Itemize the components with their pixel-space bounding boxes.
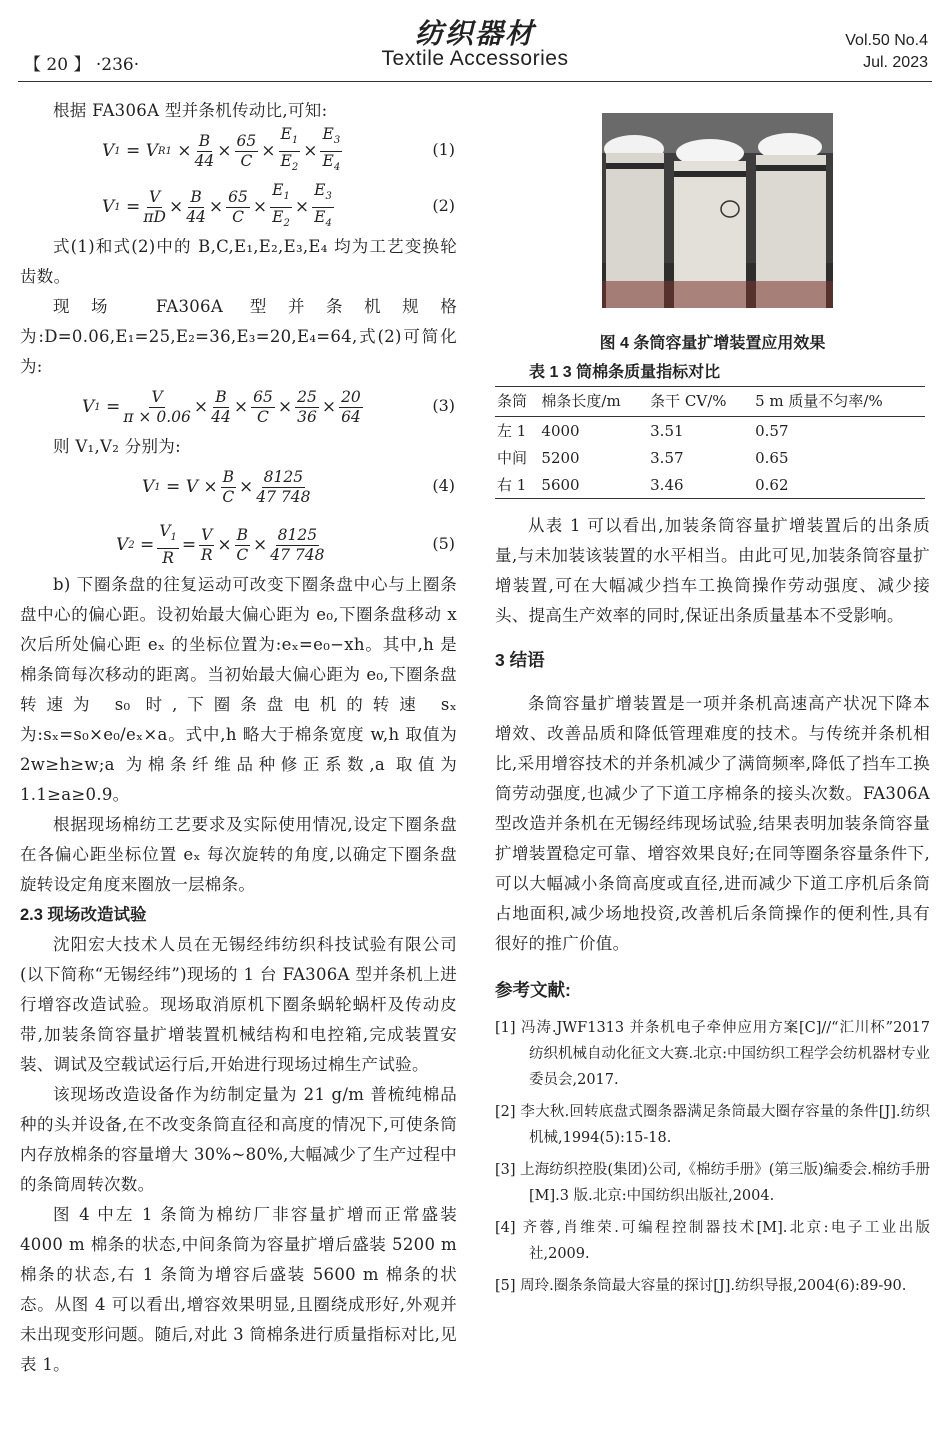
table-1 bbox=[495, 386, 925, 499]
table-cell: 0.57 bbox=[755, 421, 789, 440]
reference-item: [1] 冯涛.JWF1313 并条机电子牵伸应用方案[C]//“汇川杯”2017 纺织机械自动化征文大赛.北京:中国纺织工程学会纺机器材专业委员会,2017. bbox=[495, 1020, 930, 1088]
figure-4-photo bbox=[602, 113, 833, 308]
equation-1-number: (1) bbox=[432, 140, 455, 159]
table-header-cell: 5 m 质量不匀率/% bbox=[753, 387, 925, 417]
table-cell: 右 1 bbox=[497, 476, 527, 494]
volume: Vol.50 No.4 bbox=[845, 32, 928, 49]
table-cell: 3.46 bbox=[650, 475, 684, 494]
equation-3-number: (3) bbox=[432, 396, 455, 415]
equation-1: V 1 = V R1 × $\frac{B}{44}$ × $\frac{65}{C}$ × $\frac{E_1}{E_2}$ × $\frac{E_3}{E_4}$ (1) bbox=[102, 125, 455, 173]
equation-2-number: (2) bbox=[432, 196, 455, 215]
table-cell: 4000 bbox=[541, 421, 580, 440]
table-header-row bbox=[495, 387, 925, 417]
table-cell: 3.57 bbox=[650, 448, 684, 467]
para-then: 则 V₁,V₂ 分别为: bbox=[53, 437, 181, 456]
journal-title-cn: 纺织器材 bbox=[414, 17, 535, 50]
equation-5: V 2 = $\frac{V_1}{R}$ = $\frac{V}{R}$ × $\frac{B}{C}$ × $\frac{8125}{47 748}$ (5) bbox=[116, 522, 455, 567]
table-header-cell: 条干 CV/% bbox=[648, 387, 753, 417]
para-spec: 现场 FA306A 型并条机规格为:D=0.06,E₁=25,E₂=36,E₃=20,E₄=64,式(2)可简化为: bbox=[20, 297, 457, 376]
table-cell: 5200 bbox=[541, 448, 580, 467]
equation-4-number: (4) bbox=[432, 476, 455, 495]
section-3-heading: 3 结语 bbox=[495, 650, 545, 670]
left-column bbox=[20, 96, 457, 1380]
para-b: b) 下圈条盘的往复运动可改变下圈条盘中心与上圈条盘中心的偏心距。设初始最大偏心距为 e₀,下圈条盘移动 x 次后所处偏心距 eₓ 的坐标位置为:eₓ=e₀−xh。其中,h 是棉条筒每次移动的距离。当初始最大偏心距为 e₀,下圈条盘转速为 s₀ 时,下圈条盘电机的转速 sₓ 为:sₓ=s₀×e₀/eₓ×a。式中,h 略大于棉条宽度 w,h 取值为 2w≥h≥w;a 为棉条纤维品种修正系数,a 取值为 1.1≥a≥0.9。 bbox=[20, 575, 457, 804]
table-header-cell: 棉条长度/m bbox=[539, 387, 648, 417]
table-row bbox=[495, 417, 925, 445]
reference-item: [2] 李大秋.回转底盘式圈条器满足条筒最大圈存容量的条件[J].纺织机械,1994(5):15-18. bbox=[495, 1104, 930, 1146]
table-1-caption: 表 1 3 筒棉条质量指标对比 bbox=[529, 364, 721, 381]
journal-title-en: Textile Accessories bbox=[381, 47, 569, 70]
equation-3: V 1 = $\frac{V}{\pi \times 0.06}$ × $\frac{B}{44}$ × $\frac{65}{C}$ × $\frac{25}{36}$ × $\frac{20}{64}$ (3) bbox=[82, 387, 455, 426]
table-cell: 中间 bbox=[497, 449, 528, 467]
issue-date: Jul. 2023 bbox=[863, 54, 928, 71]
reference-item: [4] 齐蓉,肖维荣.可编程控制器技术[M].北京:电子工业出版社,2009. bbox=[495, 1220, 930, 1262]
equation-4: V 1 = V × $\frac{B}{C}$ × $\frac{8125}{47 748}$ (4) bbox=[142, 467, 455, 506]
table-cell: 左 1 bbox=[497, 422, 527, 440]
table-header-cell: 条筒 bbox=[495, 387, 539, 417]
table-cell: 0.65 bbox=[755, 448, 789, 467]
table-row bbox=[495, 444, 925, 471]
para-h: 条筒容量扩增装置是一项并条机高速高产状况下降本增效、改善品质和降低管理难度的技术。与传统并条机相比,采用增容技术的并条机减少了满筒频率,降低了挡车工换筒劳动强度,也减少了下道工序棉条的接头次数。FA306A 型改造并条机在无锡经纬现场试验,结果表明加装条筒容量扩增装置稳定可靠、增容效果良好;在同等圈条容量条件下,可以大幅减小条筒高度或直径,进而减少下道工序机后条筒占地面积,减少场地投资,改善机后条筒操作的便利性,具有很好的推广价值。 bbox=[495, 694, 930, 953]
references-heading: 参考文献: bbox=[495, 980, 571, 1000]
equation-5-number: (5) bbox=[432, 534, 455, 553]
reference-item: [3] 上海纺织控股(集团)公司,《棉纺手册》(第三版)编委会.棉纺手册[M].3 版.北京:中国纺织出版社,2004. bbox=[495, 1162, 930, 1204]
page-number: 【 20 】 ·236· bbox=[24, 55, 140, 75]
figure-4-caption: 图 4 条筒容量扩增装置应用效果 bbox=[599, 335, 826, 352]
para-c: 根据现场棉纺工艺要求及实际使用情况,设定下圈条盘在各偏心距坐标位置 eₓ 每次旋转的角度,以确定下圈条盘旋转设定角度来圈放一层棉条。 bbox=[20, 815, 457, 894]
para-eq-note: 式(1)和式(2)中的 B,C,E₁,E₂,E₃,E₄ 均为工艺变换轮齿数。 bbox=[20, 237, 457, 286]
equation-2: V 1 = $\frac{V}{\pi D}$ × $\frac{B}{44}$ × $\frac{65}{C}$ × $\frac{E_1}{E_2}$ × $\frac{E_3}{E_4}$ (2) bbox=[102, 181, 455, 229]
para-d: 沈阳宏大技术人员在无锡经纬纺织科技试验有限公司(以下简称“无锡经纬”)现场的 1 台 FA306A 型并条机上进行增容改造试验。现场取消原机下圈条蜗轮蜗杆及传动皮带,加装条筒容量扩增装置机械结构和电控箱,完成装置安装、调试及空载试运行后,开始进行现场过棉生产试验。 bbox=[20, 935, 457, 1074]
table-cell: 3.51 bbox=[650, 421, 684, 440]
issue-info bbox=[845, 30, 928, 74]
para-g: 从表 1 可以看出,加装条筒容量扩增装置后的出条质量,与未加装该装置的水平相当。由此可见,加装条筒容量扩增装置,可在大幅减少挡车工换筒操作劳动强度、减少接头、提高生产效率的同时,保证出条质量基本不受影响。 bbox=[495, 516, 930, 625]
page-header bbox=[0, 0, 950, 82]
para-intro: 根据 FA306A 型并条机传动比,可知: bbox=[53, 101, 328, 120]
table-cell: 0.62 bbox=[755, 475, 789, 494]
table-row bbox=[495, 471, 925, 499]
para-e: 该现场改造设备作为纺制定量为 21 g/m 普梳纯棉品种的头并设备,在不改变条筒直径和高度的情况下,可使条筒内存放棉条的容量增大 30%~80%,大幅减少了生产过程中的条筒周转次数。 bbox=[20, 1085, 457, 1194]
header-rule bbox=[18, 81, 932, 82]
reference-item: [5] 周玲.圈条条筒最大容量的探讨[J].纺织导报,2004(6):89-90. bbox=[495, 1278, 907, 1294]
table-cell: 5600 bbox=[541, 475, 580, 494]
right-column bbox=[495, 330, 930, 1305]
section-2-3-heading: 2.3 现场改造试验 bbox=[20, 906, 147, 924]
para-f: 图 4 中左 1 条筒为棉纺厂非容量扩增而正常盛装 4000 m 棉条的状态,中间条筒为容量扩增后盛装 5200 m 棉条的状态,右 1 条筒为增容后盛装 5600 m 棉条的状态。从图 4 可以看出,增容效果明显,且圈绕成形好,外观并未出现变形问题。随后,对此 3 筒棉条进行质量指标对比,见表 1。 bbox=[20, 1205, 457, 1374]
